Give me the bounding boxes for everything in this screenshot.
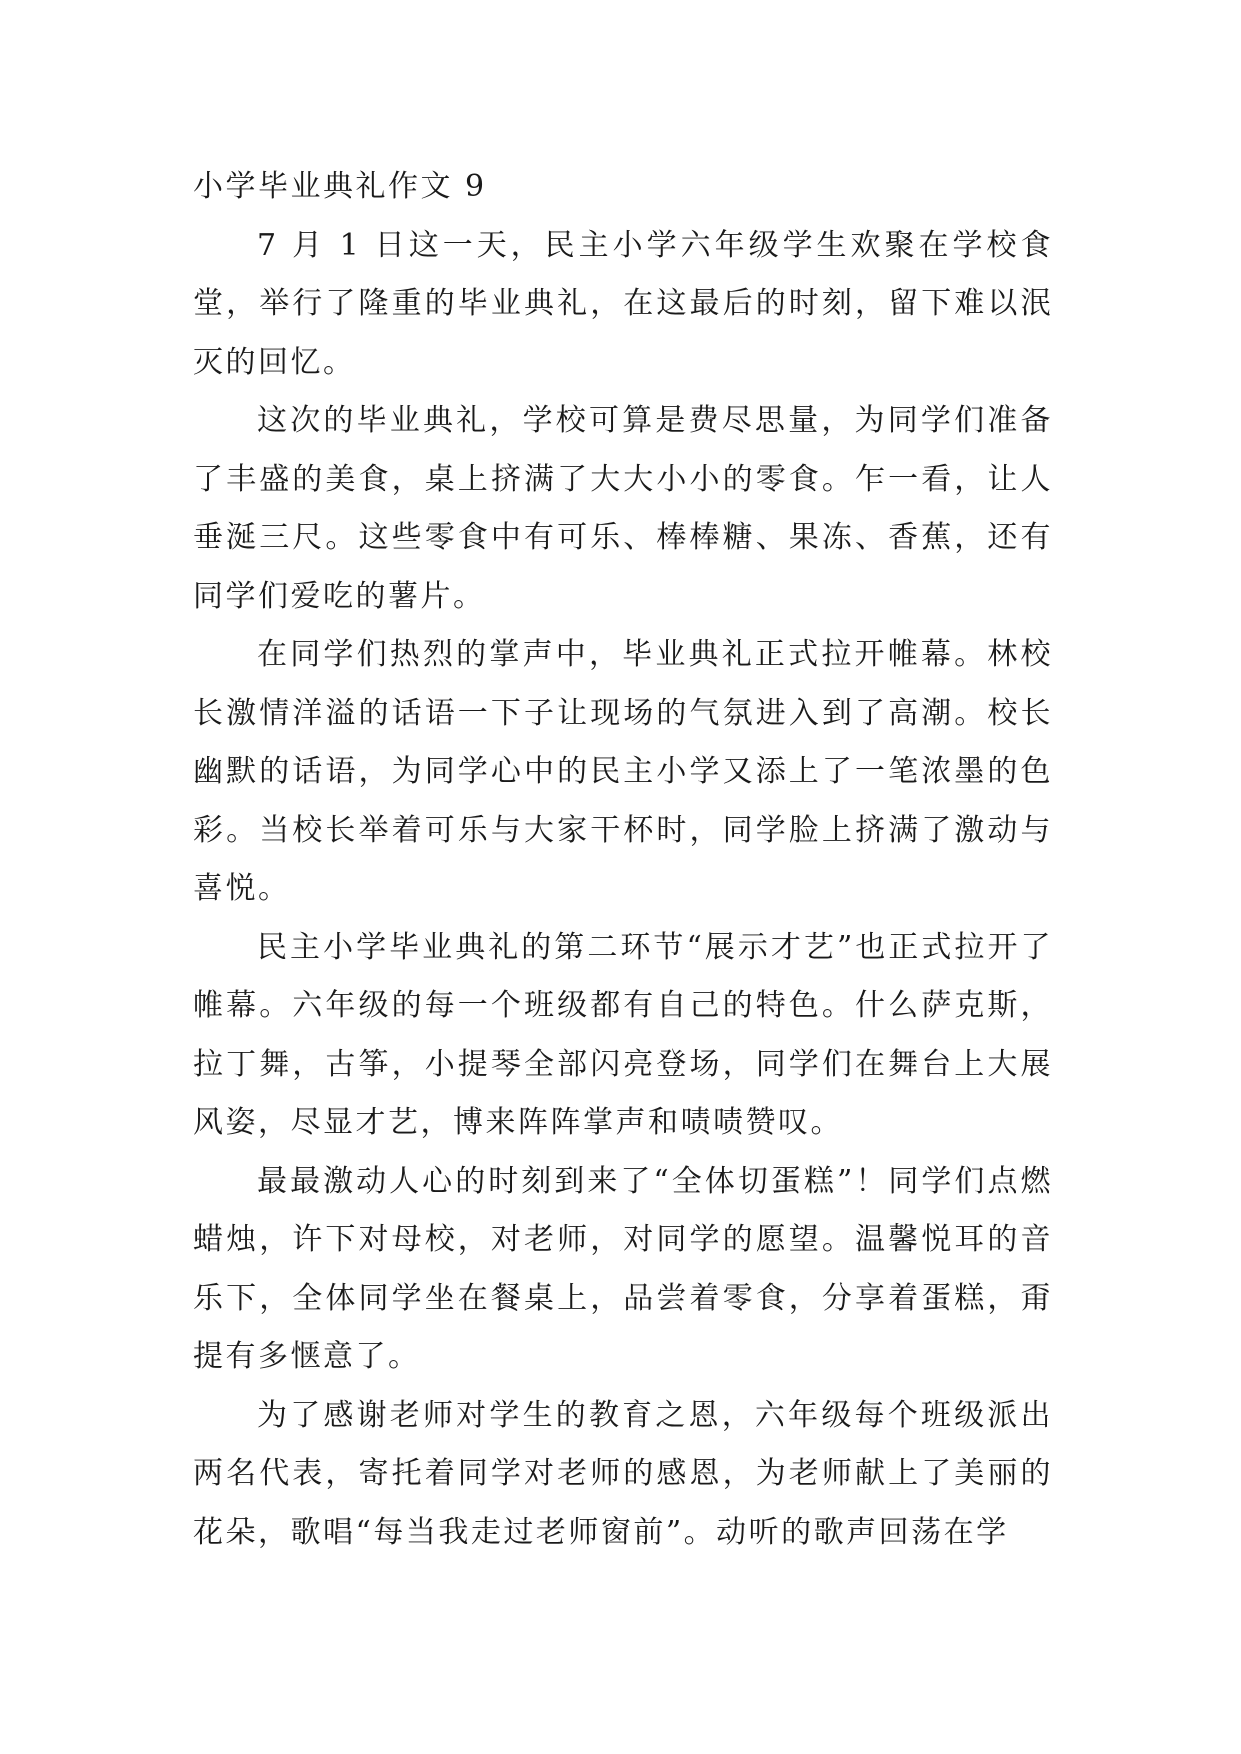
paragraph: 为了感谢老师对学生的教育之恩，六年级每个班级派出两名代表，寄托着同学对老师的感恩，为老师献上了美丽的花朵，歌唱“每当我走过老师窗前”。动听的歌声回荡在学 [193,1397,1053,1550]
paragraph: 这次的毕业典礼，学校可算是费尽思量，为同学们准备了丰盛的美食，桌上挤满了大大小小的零食。乍一看，让人垂涎三尺。这些零食中有可乐、棒棒糖、果冻、香蕉，还有同学们爱吃的薯片。 [193,403,1053,614]
paragraph: 在同学们热烈的掌声中，毕业典礼正式拉开帷幕。林校长激情洋溢的话语一下子让现场的气氛进入到了高潮。校长幽默的话语，为同学心中的民主小学又添上了一笔浓墨的色彩。当校长举着可乐与大家干杯时，同学脸上挤满了激动与喜悦。 [193,637,1053,906]
paragraph: 民主小学毕业典礼的第二环节“展示才艺”也正式拉开了帷幕。六年级的每一个班级都有自己的特色。什么萨克斯，拉丁舞，古筝，小提琴全部闪亮登场，同学们在舞台上大展风姿，尽显才艺，博来阵阵掌声和啧啧赞叹。 [193,929,1053,1140]
paragraph: 7 月 1 日这一天，民主小学六年级学生欢聚在学校食堂，举行了隆重的毕业典礼，在这最后的时刻，留下难以泯灭的回忆。 [193,227,1053,380]
document-body [193,158,1053,1562]
document-title: 小学毕业典礼作文 9 [193,169,487,204]
paragraph: 最最激动人心的时刻到来了“全体切蛋糕”！同学们点燃蜡烛，许下对母校，对老师，对同学的愿望。温馨悦耳的音乐下，全体同学坐在餐桌上，品尝着零食，分享着蛋糕，甭提有多惬意了。 [193,1163,1053,1374]
